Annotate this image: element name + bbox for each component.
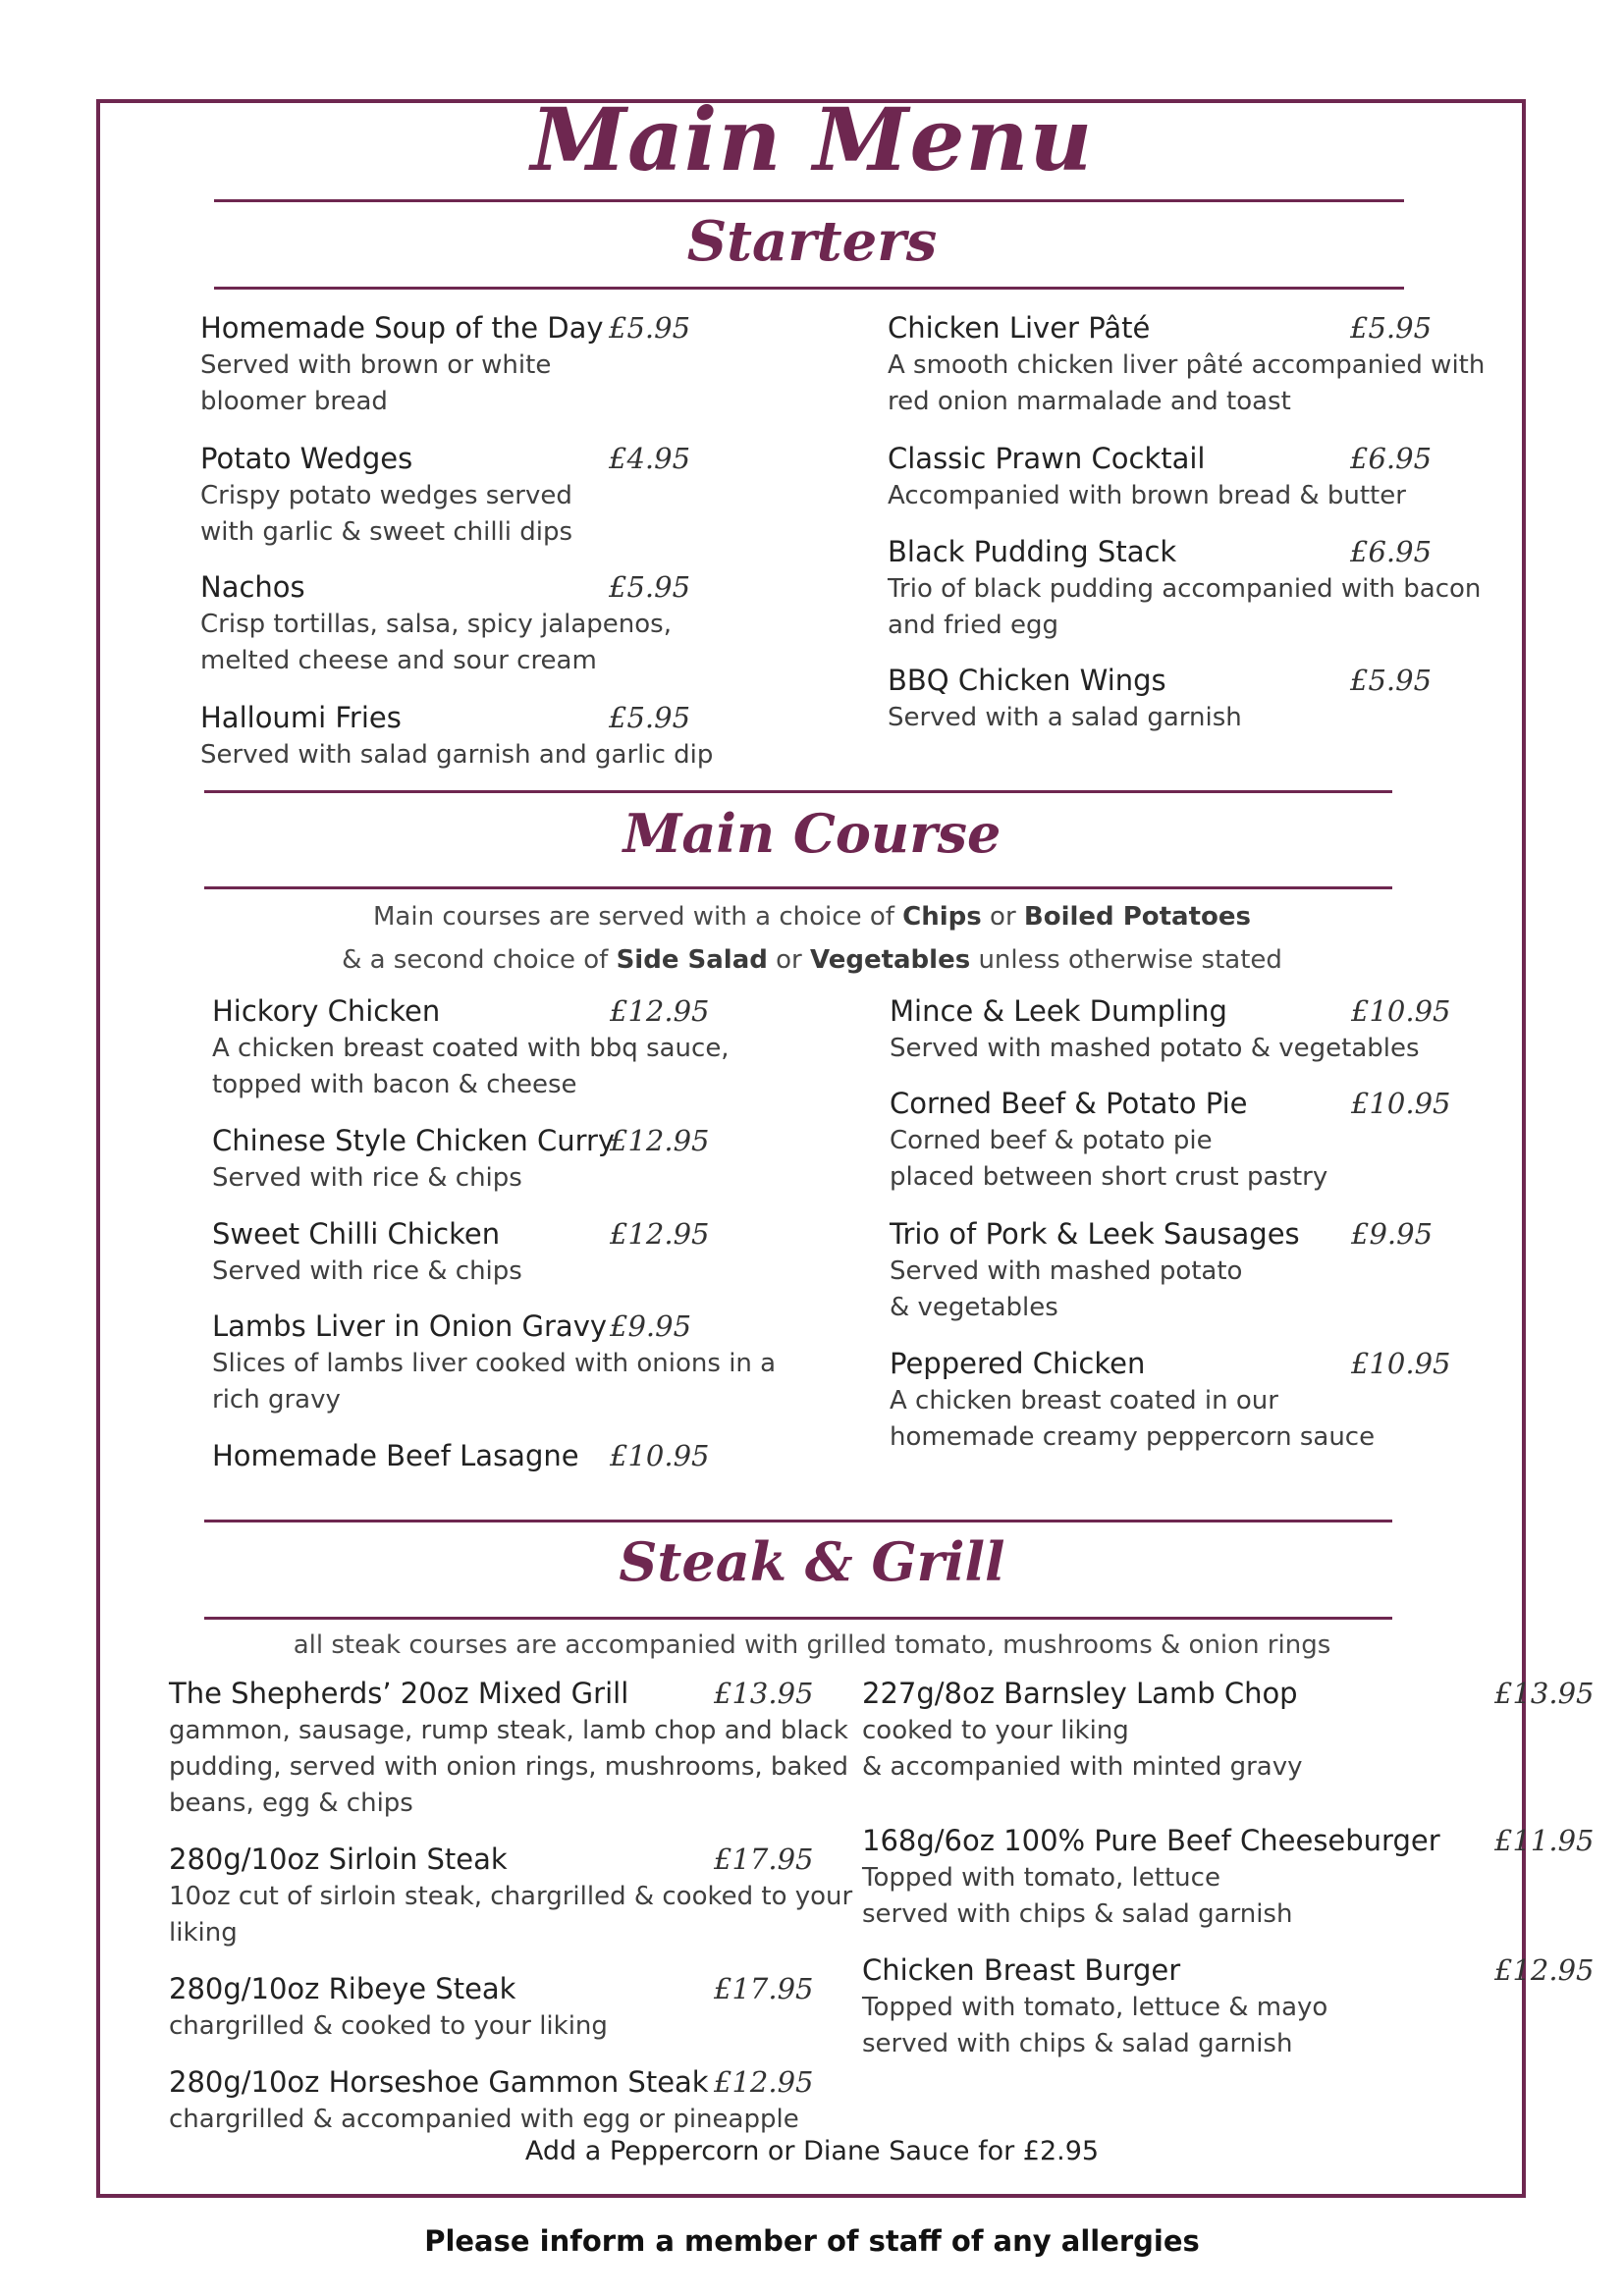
item-description: Topped with tomato, lettuce [862, 1863, 1220, 1893]
item-description: Corned beef & potato pie [890, 1126, 1213, 1155]
item-price: £10.95 [610, 1439, 710, 1472]
item-description: Trio of black pudding accompanied with bacon [888, 574, 1482, 604]
item-name: 168g/6oz 100% Pure Beef Cheeseburger [862, 1824, 1440, 1857]
steak-grill-title: Steak & Grill [619, 1530, 1005, 1593]
menu-item [862, 1674, 1595, 1786]
item-description: Served with a salad garnish [888, 703, 1242, 732]
menu-item [890, 1084, 1451, 1196]
item-name: Potato Wedges [200, 442, 413, 475]
item-name: 280g/10oz Sirloin Steak [169, 1842, 508, 1876]
item-description: red onion marmalade and toast [888, 387, 1291, 416]
item-description: placed between short crust pastry [890, 1162, 1328, 1192]
main-course-note-1: Main courses are served with a choice of Chips or Boiled Potatoes [373, 902, 1251, 932]
item-name: Trio of Pork & Leek Sausages [890, 1217, 1300, 1251]
item-description: topped with bacon & cheese [212, 1070, 577, 1099]
menu-item [862, 1950, 1595, 2062]
item-name: Nachos [200, 570, 305, 604]
item-description: bloomer bread [200, 387, 388, 416]
item-description: Served with mashed potato [890, 1256, 1243, 1286]
item-description: Slices of lambs liver cooked with onions in a [212, 1349, 777, 1378]
item-price: £9.95 [610, 1309, 692, 1343]
item-name: Halloumi Fries [200, 701, 402, 734]
steak-top-rule [204, 1520, 1392, 1522]
menu-item [169, 1840, 852, 1951]
item-price: £5.95 [609, 311, 691, 345]
item-description: liking [169, 1918, 238, 1948]
item-price: £5.95 [609, 701, 691, 734]
main-course-note-2: & a second choice of Side Salad or Vegetables unless otherwise stated [342, 945, 1282, 975]
item-name: Sweet Chilli Chicken [212, 1217, 501, 1251]
item-price: £12.95 [714, 2065, 814, 2099]
menu-item [888, 439, 1433, 514]
title-rule [214, 199, 1404, 202]
item-name: Classic Prawn Cocktail [888, 442, 1206, 475]
menu-item [200, 698, 713, 774]
item-name: Peppered Chicken [890, 1347, 1146, 1380]
item-price: £17.95 [714, 1842, 814, 1876]
item-price: £13.95 [714, 1677, 814, 1710]
item-description: pudding, served with onion rings, mushrooms, baked [169, 1752, 848, 1782]
item-description: A smooth chicken liver pâté accompanied with [888, 350, 1486, 380]
item-description: Served with salad garnish and garlic dip [200, 740, 714, 770]
menu-item [169, 1969, 814, 2045]
item-name: The Shepherds’ 20oz Mixed Grill [169, 1677, 629, 1710]
item-description: & accompanied with minted gravy [862, 1752, 1303, 1782]
item-description: A chicken breast coated with bbq sauce, [212, 1034, 730, 1063]
item-price: £10.95 [1351, 994, 1451, 1028]
item-description: served with chips & salad garnish [862, 2029, 1293, 2058]
item-price: £12.95 [1494, 1953, 1595, 1987]
item-price: £5.95 [609, 570, 691, 604]
starters-title: Starters [686, 209, 938, 274]
item-price: £5.95 [1350, 311, 1433, 345]
item-description: cooked to your liking [862, 1716, 1129, 1745]
item-description: Served with rice & chips [212, 1256, 522, 1286]
item-name: Homemade Beef Lasagne [212, 1439, 579, 1472]
item-name: BBQ Chicken Wings [888, 664, 1166, 697]
menu-item [212, 1214, 710, 1290]
item-price: £5.95 [1350, 664, 1433, 697]
item-description: beans, egg & chips [169, 1789, 413, 1818]
menu-item [212, 1307, 776, 1418]
item-price: £10.95 [1351, 1347, 1451, 1380]
menu-item [169, 2062, 814, 2138]
item-name: Corned Beef & Potato Pie [890, 1087, 1248, 1120]
item-description: with garlic & sweet chilli dips [200, 517, 573, 547]
item-description: rich gravy [212, 1385, 341, 1415]
menu-item [888, 308, 1485, 420]
menu-item [888, 661, 1433, 736]
menu-item [862, 1821, 1595, 1933]
item-name: Black Pudding Stack [888, 535, 1177, 568]
item-name: Chinese Style Chicken Curry [212, 1124, 616, 1157]
menu-item [212, 1121, 710, 1197]
allergy-note: Please inform a member of staff of any allergies [424, 2224, 1200, 2258]
item-description: Crispy potato wedges served [200, 481, 572, 510]
menu-item [169, 1674, 848, 1822]
menu-item [212, 991, 730, 1103]
item-price: £4.95 [609, 442, 691, 475]
menu-title: Main Menu [530, 88, 1094, 190]
steak-note: all steak courses are accompanied with grilled tomato, mushrooms & onion rings [293, 1630, 1331, 1660]
starters-rule [214, 287, 1404, 290]
menu-item [212, 1436, 710, 1475]
main-course-title: Main Course [623, 802, 1001, 865]
item-price: £6.95 [1350, 535, 1433, 568]
item-price: £6.95 [1350, 442, 1433, 475]
item-description: gammon, sausage, rump steak, lamb chop and black [169, 1716, 848, 1745]
item-description: Crisp tortillas, salsa, spicy jalapenos, [200, 610, 672, 639]
item-price: £12.95 [610, 994, 710, 1028]
item-description: Accompanied with brown bread & butter [888, 481, 1406, 510]
menu-item [890, 991, 1451, 1067]
item-description: Served with brown or white [200, 350, 552, 380]
item-price: £11.95 [1494, 1824, 1595, 1857]
item-name: 280g/10oz Horseshoe Gammon Steak [169, 2065, 709, 2099]
item-description: Served with mashed potato & vegetables [890, 1034, 1420, 1063]
item-description: chargrilled & accompanied with egg or pineapple [169, 2105, 799, 2134]
main-course-bottom-rule [204, 886, 1392, 889]
item-name: Homemade Soup of the Day [200, 311, 604, 345]
item-description: chargrilled & cooked to your liking [169, 2011, 608, 2041]
item-description: served with chips & salad garnish [862, 1899, 1293, 1929]
item-price: £17.95 [714, 1972, 814, 2005]
item-description: Topped with tomato, lettuce & mayo [862, 1993, 1328, 2022]
menu-item [200, 567, 691, 679]
menu-item [200, 439, 691, 551]
main-course-top-rule [204, 790, 1392, 793]
item-price: £10.95 [1351, 1087, 1451, 1120]
item-description: & vegetables [890, 1293, 1058, 1322]
item-description: A chicken breast coated in our [890, 1386, 1278, 1415]
item-name: Chicken Breast Burger [862, 1953, 1181, 1987]
item-price: £9.95 [1351, 1217, 1434, 1251]
menu-item [890, 1344, 1451, 1456]
item-description: melted cheese and sour cream [200, 646, 597, 675]
item-description: Served with rice & chips [212, 1163, 522, 1193]
menu-item [888, 532, 1481, 644]
menu-item [200, 308, 691, 420]
item-name: Lambs Liver in Onion Gravy [212, 1309, 608, 1343]
item-name: Chicken Liver Pâté [888, 311, 1151, 345]
steak-bottom-rule [204, 1617, 1392, 1620]
item-description: homemade creamy peppercorn sauce [890, 1422, 1376, 1452]
menu-item [890, 1214, 1434, 1326]
item-name: 227g/8oz Barnsley Lamb Chop [862, 1677, 1298, 1710]
item-name: 280g/10oz Ribeye Steak [169, 1972, 516, 2005]
item-name: Hickory Chicken [212, 994, 441, 1028]
item-name: Mince & Leek Dumpling [890, 994, 1227, 1028]
item-price: £12.95 [610, 1124, 710, 1157]
item-description: and fried egg [888, 611, 1059, 640]
item-description: 10oz cut of sirloin steak, chargrilled & cooked to your [169, 1882, 853, 1911]
item-price: £12.95 [610, 1217, 710, 1251]
item-price: £13.95 [1494, 1677, 1595, 1710]
sauce-note: Add a Peppercorn or Diane Sauce for £2.95 [524, 2136, 1100, 2166]
